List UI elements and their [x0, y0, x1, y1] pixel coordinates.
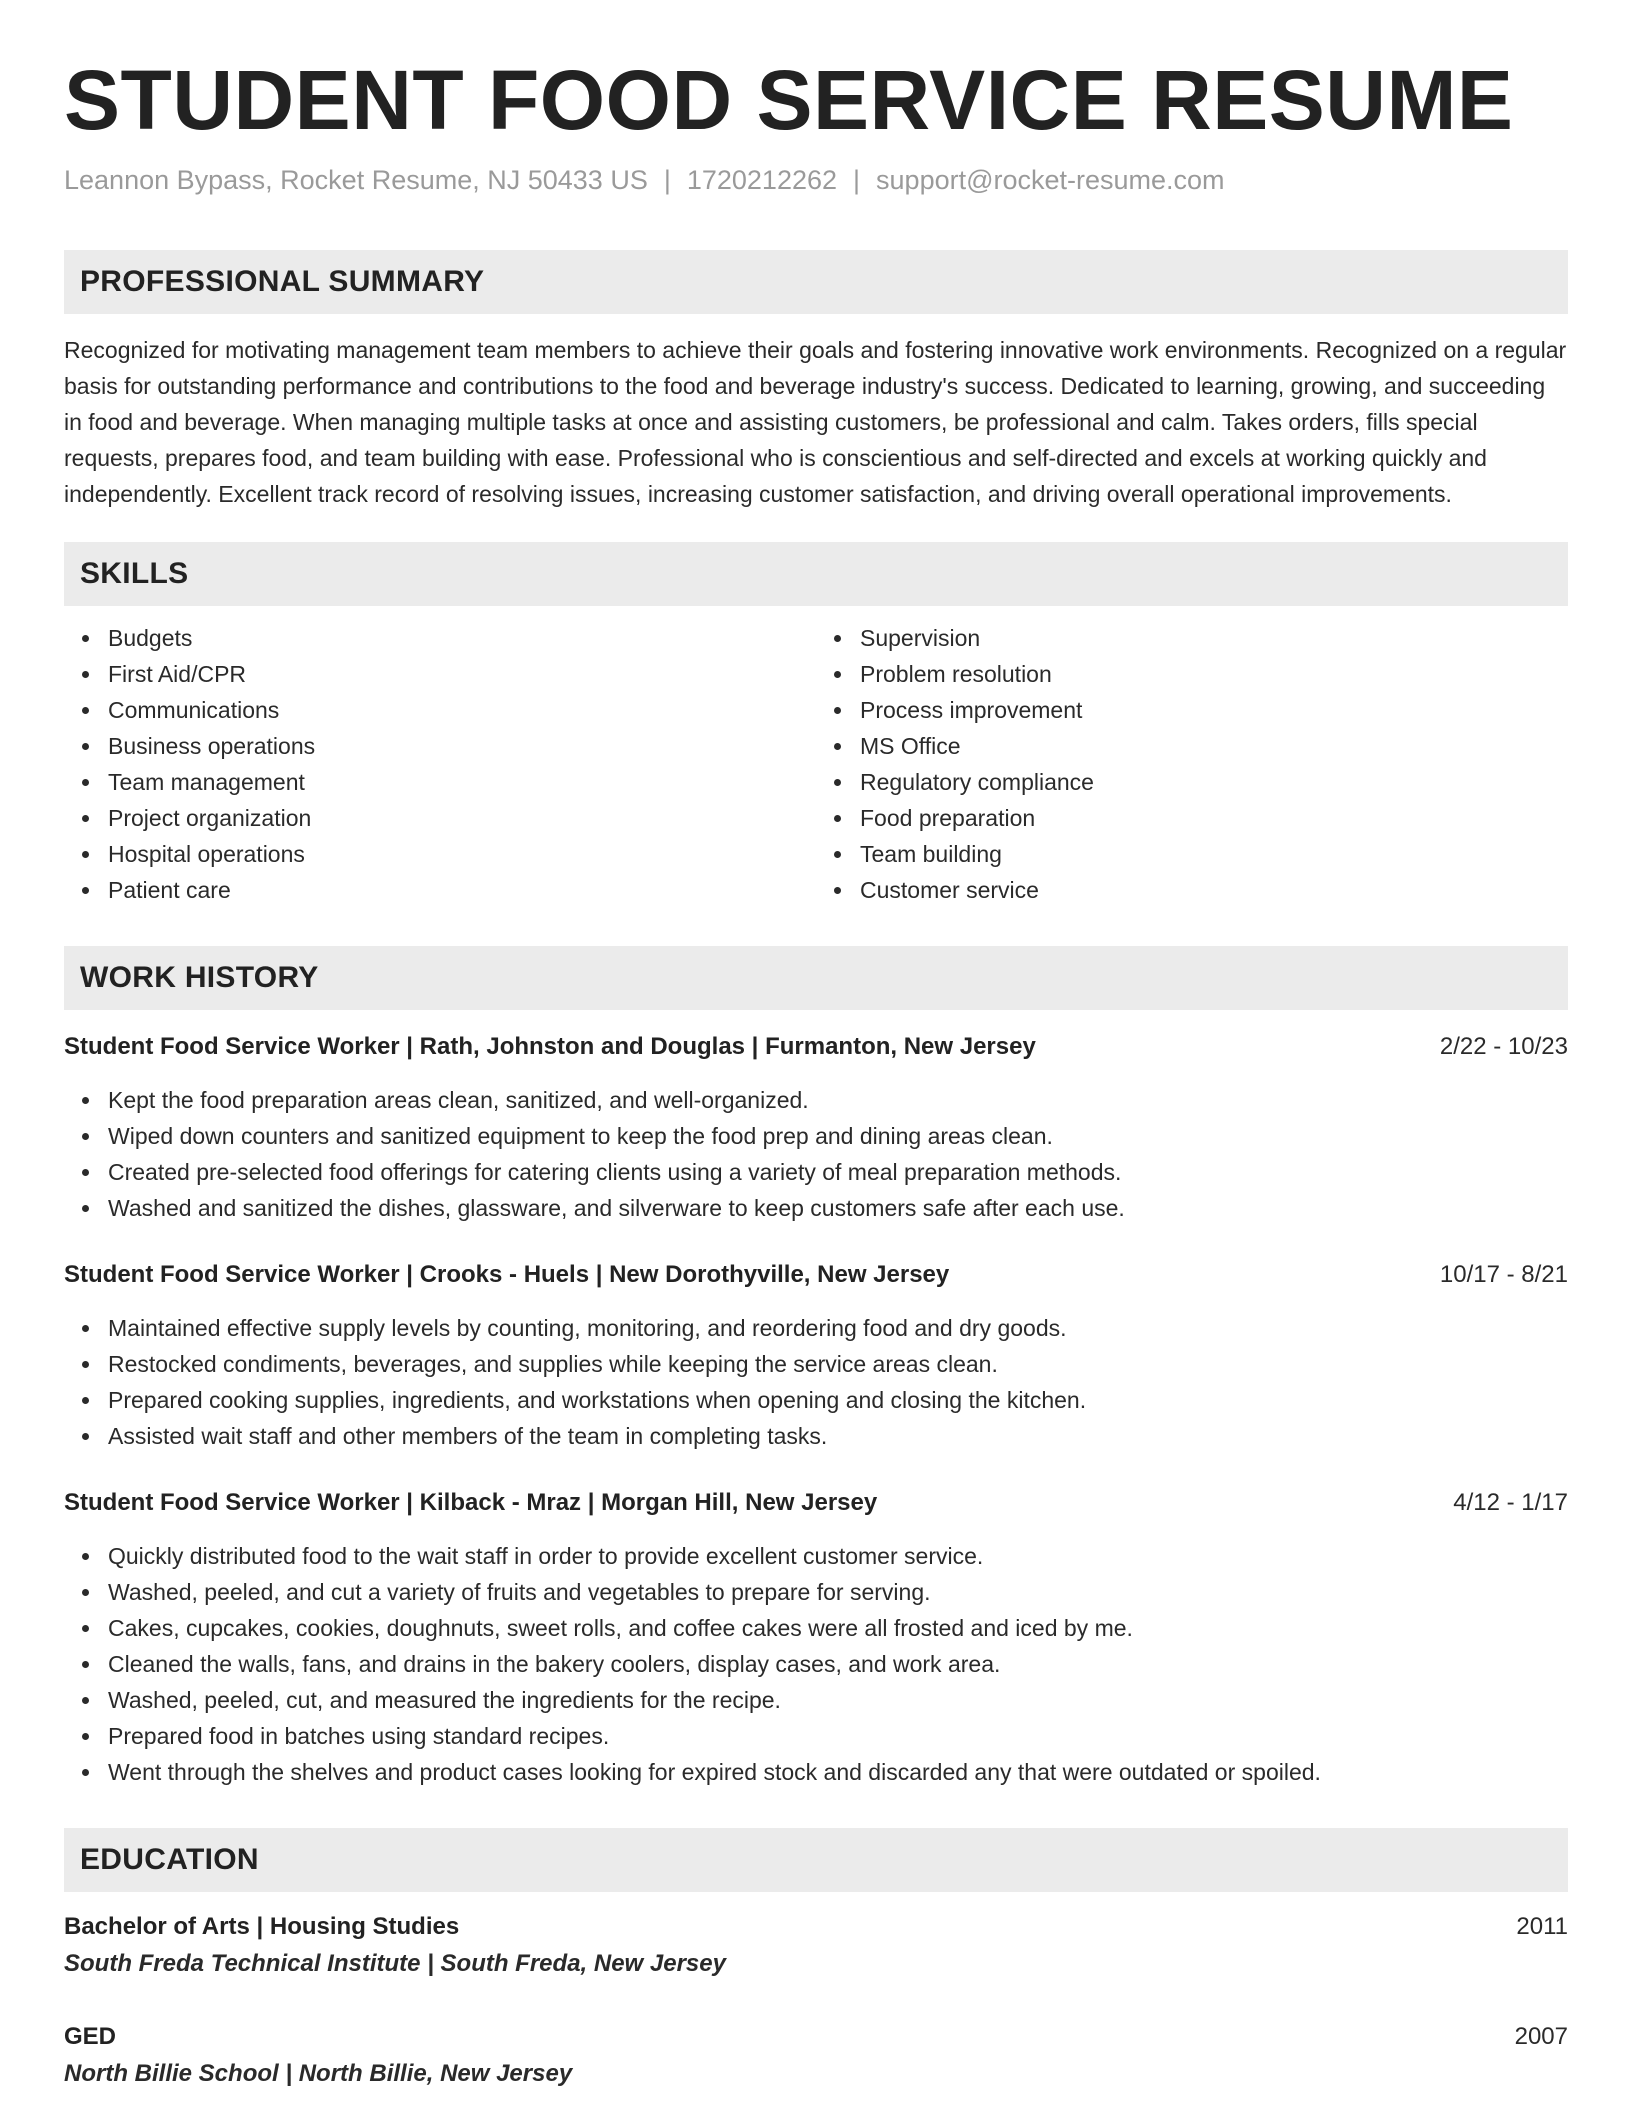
job-title: Student Food Service Worker | Kilback - Mraz | Morgan Hill, New Jersey	[64, 1488, 878, 1516]
summary-text: Recognized for motivating management team members to achieve their goals and fostering innovative work environments. Recognized on a regular basis for outstanding performance and contributions to the food and beverage industry's success. Dedicated to learning, growing, and succeeding in food and beverage. When managing multiple tasks at once and assisting customers, be professional and calm. Takes orders, fills special requests, prepares food, and team building with ease. Professional who is conscientious and self-directed and excels at working quickly and independently. Excellent track record of resolving issues, increasing customer satisfaction, and driving overall operational improvements.	[64, 336, 1567, 507]
education-header	[64, 1910, 1568, 1944]
resume-title: STUDENT FOOD SERVICE RESUME	[64, 53, 1514, 147]
job-bullet: Cleaned the walls, fans, and drains in the bakery coolers, display cases, and work area.	[108, 1646, 1568, 1682]
job-bullet: Maintained effective supply levels by counting, monitoring, and reordering food and dry goods.	[108, 1310, 1568, 1346]
skill-item: Supervision	[860, 620, 1568, 656]
skill-item: Hospital operations	[108, 836, 816, 872]
education-degree: GED	[64, 2022, 117, 2050]
skill-item: First Aid/CPR	[108, 656, 816, 692]
job-header	[64, 1030, 1568, 1064]
contact-email: support@rocket-resume.com	[876, 164, 1225, 195]
job-title: Student Food Service Worker | Rath, Johnston and Douglas | Furmanton, New Jersey	[64, 1032, 1036, 1060]
education-school: South Freda Technical Institute | South Freda, New Jersey	[64, 1949, 726, 1977]
job-bullet: Created pre-selected food offerings for catering clients using a variety of meal preparation methods.	[108, 1154, 1568, 1190]
contact-phone: 1720212262	[686, 164, 838, 195]
job-bullet: Kept the food preparation areas clean, sanitized, and well-organized.	[108, 1082, 1568, 1118]
skill-item: Regulatory compliance	[860, 764, 1568, 800]
education-entry	[64, 2020, 1568, 2092]
job-bullet: Went through the shelves and product cases looking for expired stock and discarded any that were outdated or spoiled.	[108, 1754, 1568, 1790]
skill-item: Team management	[108, 764, 816, 800]
job-bullet: Washed, peeled, and cut a variety of fruits and vegetables to prepare for serving.	[108, 1574, 1568, 1610]
skill-item: Communications	[108, 692, 816, 728]
job-bullet: Washed and sanitized the dishes, glassware, and silverware to keep customers safe after each use.	[108, 1190, 1568, 1226]
education-year: 2007	[1514, 2022, 1568, 2050]
skill-item: Customer service	[860, 872, 1568, 908]
skills-column-left	[64, 620, 816, 908]
skill-item: Business operations	[108, 728, 816, 764]
contact-separator: |	[663, 164, 671, 195]
skill-item: Food preparation	[860, 800, 1568, 836]
job-bullets	[64, 1538, 1568, 1790]
job-bullet: Prepared food in batches using standard recipes.	[108, 1718, 1568, 1754]
work-history-list	[64, 1030, 1568, 1790]
education-list	[64, 1910, 1568, 2092]
job-bullet: Washed, peeled, cut, and measured the ingredients for the recipe.	[108, 1682, 1568, 1718]
job-header	[64, 1486, 1568, 1520]
job-bullets	[64, 1310, 1568, 1454]
contact-address: Leannon Bypass, Rocket Resume, NJ 50433 US	[64, 164, 648, 195]
skill-item: Problem resolution	[860, 656, 1568, 692]
education-entry	[64, 1910, 1568, 1982]
job-entry	[64, 1030, 1568, 1226]
skill-item: Project organization	[108, 800, 816, 836]
job-header	[64, 1258, 1568, 1292]
job-dates: 10/17 - 8/21	[1439, 1260, 1568, 1288]
skills-grid	[64, 620, 1568, 908]
job-bullet: Wiped down counters and sanitized equipment to keep the food prep and dining areas clean.	[108, 1118, 1568, 1154]
skill-item: Process improvement	[860, 692, 1568, 728]
education-school: North Billie School | North Billie, New Jersey	[64, 2059, 573, 2087]
skills-column-right	[816, 620, 1568, 908]
education-degree: Bachelor of Arts | Housing Studies	[64, 1912, 460, 1940]
contact-line	[64, 163, 1568, 198]
job-title: Student Food Service Worker | Crooks - Huels | New Dorothyville, New Jersey	[64, 1260, 950, 1288]
job-dates: 4/12 - 1/17	[1453, 1488, 1568, 1516]
skill-item: MS Office	[860, 728, 1568, 764]
section-header-work-history: WORK HISTORY	[64, 946, 1568, 1010]
education-header	[64, 2020, 1568, 2054]
section-header-summary: PROFESSIONAL SUMMARY	[64, 250, 1568, 314]
skill-item: Budgets	[108, 620, 816, 656]
job-bullet: Quickly distributed food to the wait staff in order to provide excellent customer service.	[108, 1538, 1568, 1574]
skill-item: Patient care	[108, 872, 816, 908]
job-bullet: Assisted wait staff and other members of the team in completing tasks.	[108, 1418, 1568, 1454]
skill-item: Team building	[860, 836, 1568, 872]
job-bullet: Cakes, cupcakes, cookies, doughnuts, sweet rolls, and coffee cakes were all frosted and iced by me.	[108, 1610, 1568, 1646]
job-bullet: Prepared cooking supplies, ingredients, and workstations when opening and closing the kitchen.	[108, 1382, 1568, 1418]
job-dates: 2/22 - 10/23	[1439, 1032, 1568, 1060]
section-header-education: EDUCATION	[64, 1828, 1568, 1892]
contact-separator: |	[853, 164, 861, 195]
section-header-skills: SKILLS	[64, 542, 1568, 606]
job-bullets	[64, 1082, 1568, 1226]
education-year: 2011	[1516, 1912, 1568, 1940]
job-bullet: Restocked condiments, beverages, and supplies while keeping the service areas clean.	[108, 1346, 1568, 1382]
job-entry	[64, 1258, 1568, 1454]
job-entry	[64, 1486, 1568, 1790]
